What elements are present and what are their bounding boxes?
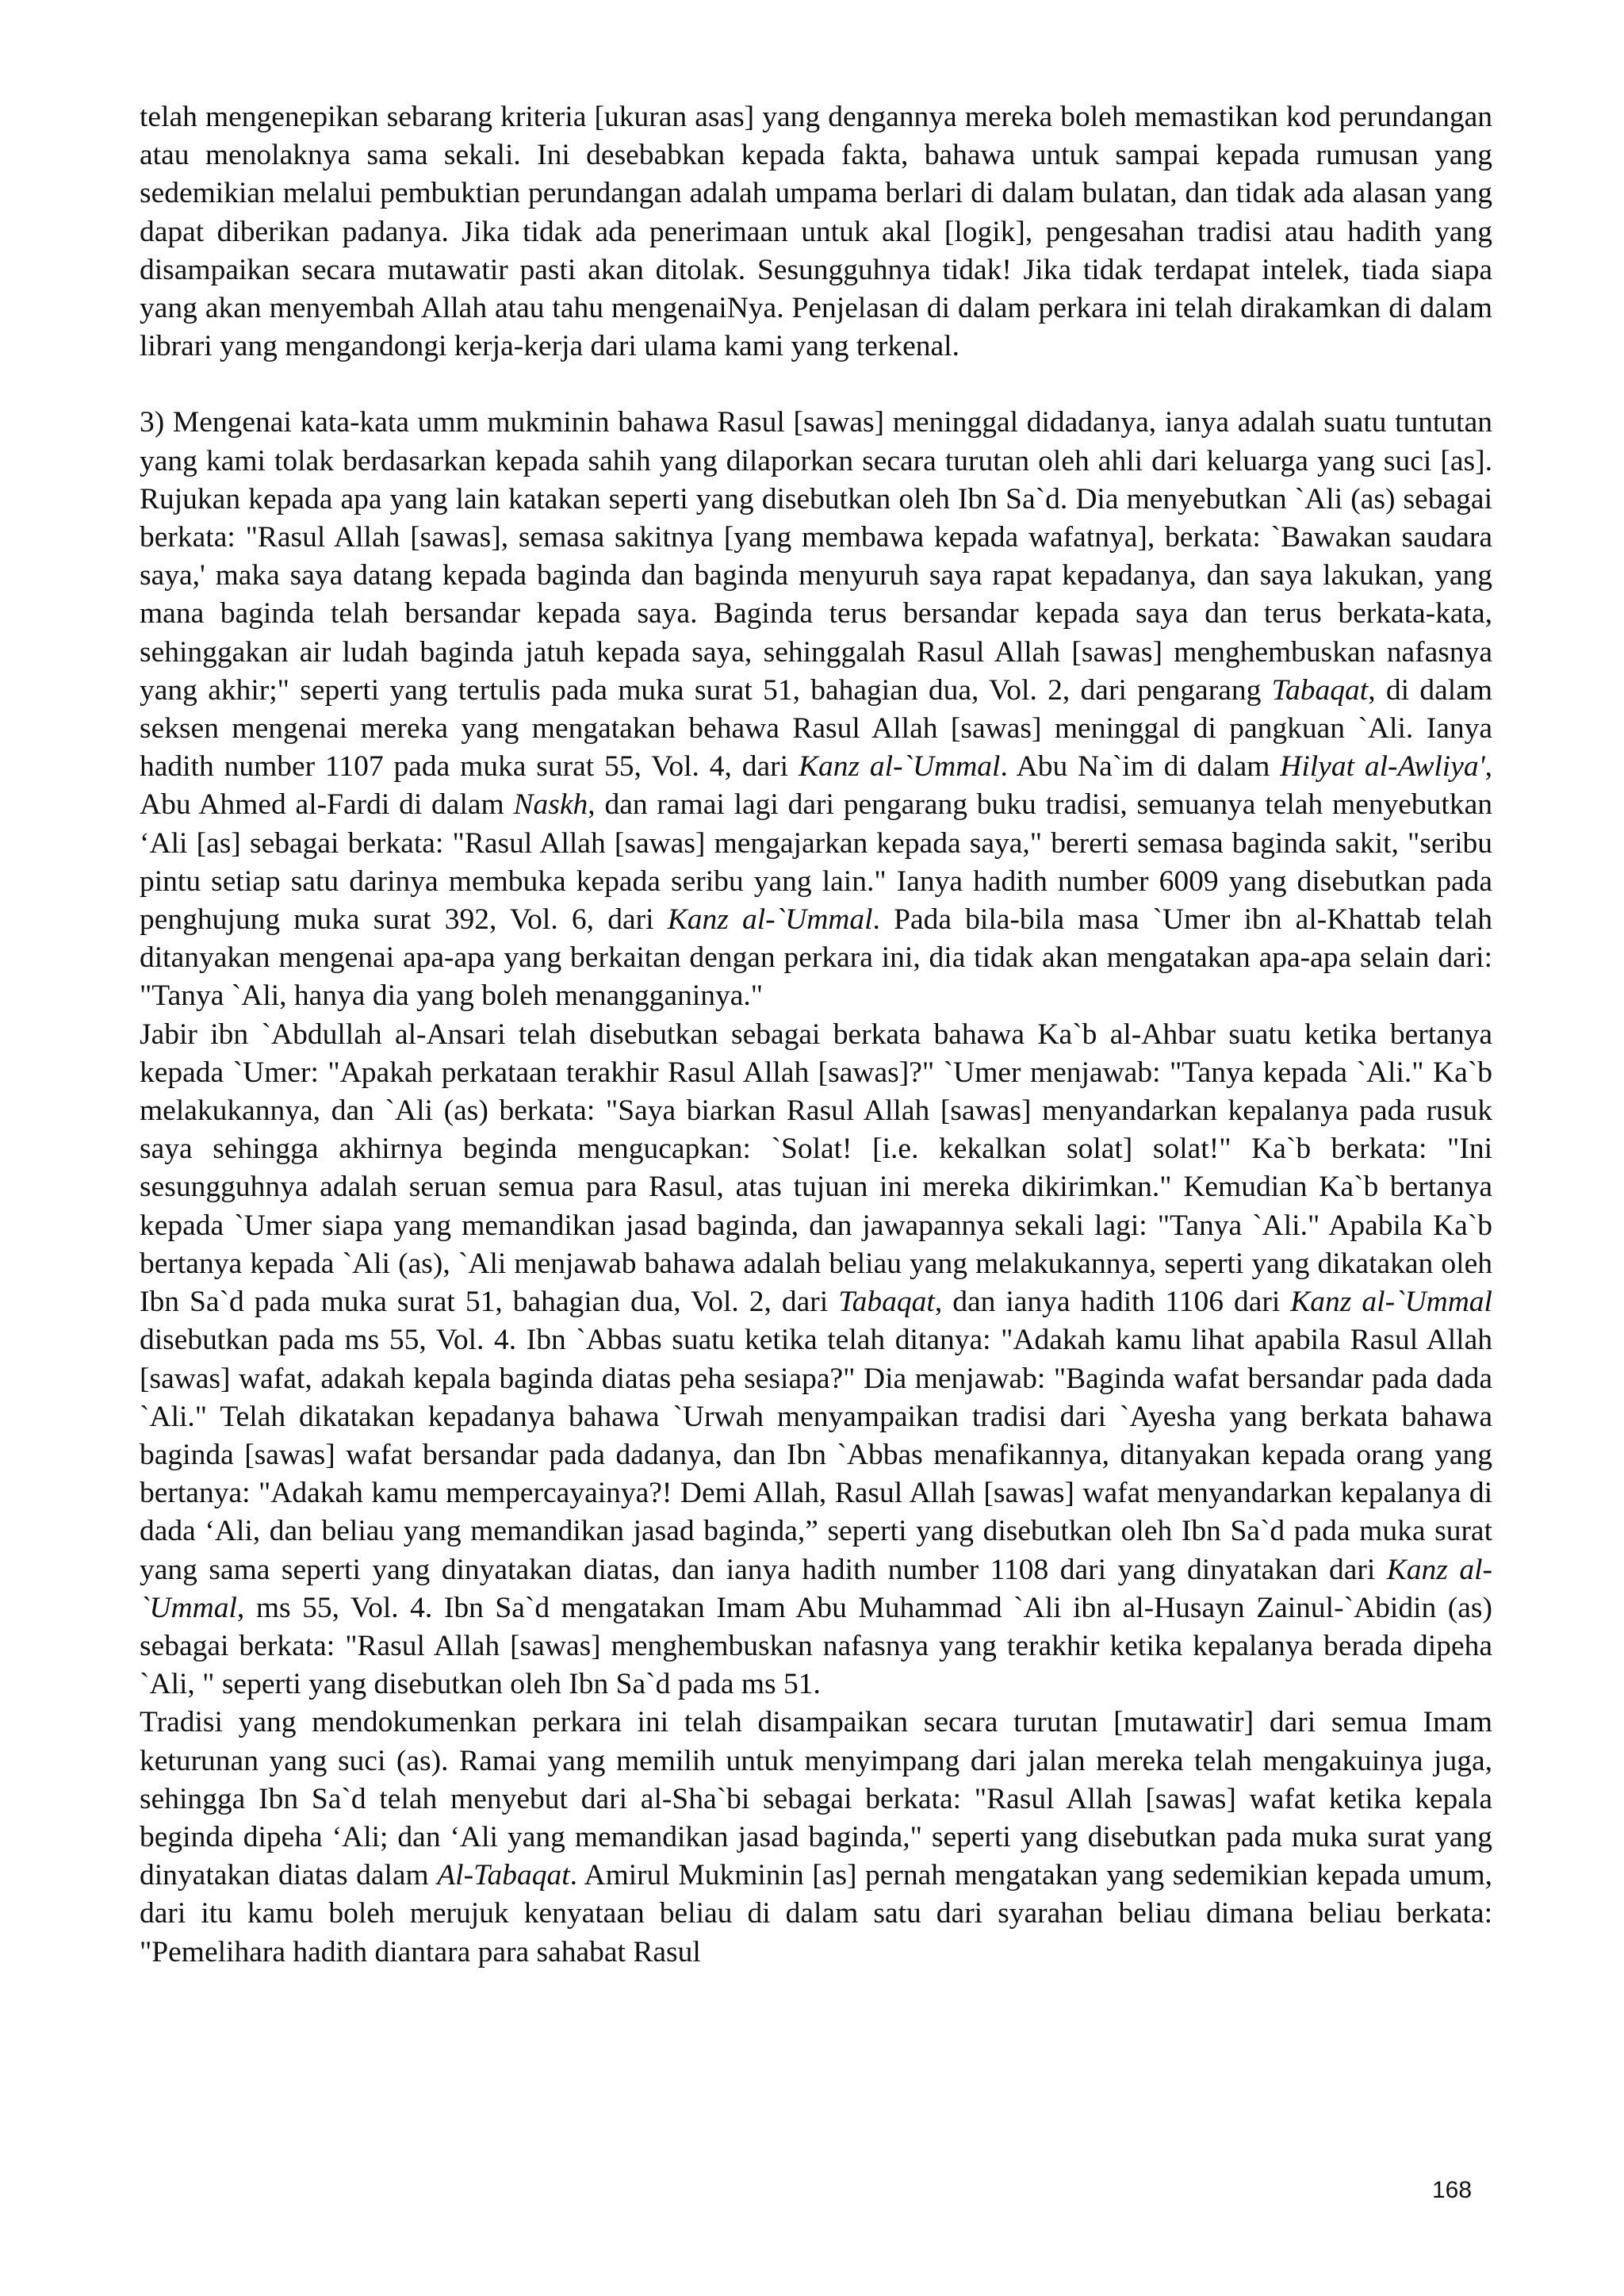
text-segment: Tradisi yang mendokumenkan perkara ini telah disampaikan secara turutan [mutawatir] dari semua Imam keturunan yang suci (as). Ramai yang memilih untuk menyimpang dari jalan mereka telah mengakuinya juga, sehingga Ibn Sa`d telah menyebut dari al-Sha`bi sebagai berkata: "Rasul Allah [sawas] wafat ketika kepala beginda dipeha ‘Ali; dan ‘Ali yang memandikan jasad baginda," seperti yang disebutkan pada muka surat yang dinyatakan diatas dalam <box>140 1706 1492 1892</box>
text-segment: Jabir ibn `Abdullah al-Ansari telah disebutkan sebagai berkata bahawa Ka`b al-Ahbar suatu ketika bertanya kepada `Umer: "Apakah perkataan terakhir Rasul Allah [sawas]?" `Umer menjawab: "Tanya kepada `Ali." Ka`b melakukannya, dan `Ali (as) berkata: "Saya biarkan Rasul Allah [sawas] menyandarkan kepalanya pada rusuk saya sehingga akhirnya beginda mengucapkan: `Solat! [i.e. kekalkan solat] solat!" Ka`b berkata: "Ini sesungguhnya adalah seruan semua para Rasul, atas tujuan ini mereka dikirimkan." Kemudian Ka`b bertanya kepada `Umer siapa yang memandikan jasad baginda, dan jawapannya sekali lagi: "Tanya `Ali." Apabila Ka`b bertanya kepada `Ali (as), `Ali menjawab bahawa adalah beliau yang melakukannya, seperti yang dikatakan oleh Ibn Sa`d pada muka surat 51, bahagian dua, Vol. 2, dari <box>140 1018 1492 1319</box>
text-segment: , di dalam seksen mengenai mereka yang mengatakan behawa Rasul Allah [sawas] meninggal di pangkuan `Ali. Ianya hadith number 1107 pada muka surat 55, Vol. 4, dari <box>140 673 1493 784</box>
paragraph-tradisi <box>140 1704 1492 1971</box>
text-segment: , Abu Ahmed al-Fardi di dalam <box>140 750 1492 822</box>
text-segment: telah mengenepikan sebarang kriteria [ukuran asas] yang dengannya mereka boleh memastikan kod perundangan atau menolaknya sama sekali. Ini desebabkan kepada fakta, bahawa untuk sampai kepada rumusan yang sedemikian melalui pembuktian perundangan adalah umpama berlari di dalam bulatan, dan tidak ada alasan yang dapat diberikan padanya. Jika tidak ada penerimaan untuk akal [logik], pengesahan tradisi atau hadith yang disampaikan secara mutawatir pasti akan ditolak. Sesungguhnya tidak! Jika tidak terdapat intelek, tiada siapa yang akan menyembah Allah atau tahu mengenaiNya. Penjelasan di dalam perkara ini telah dirakamkan di dalam librari yang mengandongi kerja-kerja dari ulama kami yang terkenal. <box>140 101 1492 363</box>
text-segment: , dan ramai lagi dari pengarang buku tradisi, semuanya telah menyebutkan ‘Ali [as] sebagai berkata: "Rasul Allah [sawas] mengajarkan kepada saya," bererti semasa baginda sakit, "seribu pintu setiap satu darinya membuka kepada seribu yang lain." Ianya hadith number 6009 yang disebutkan pada penghujung muka surat 392, Vol. 6, dari <box>140 788 1492 937</box>
paragraph-intro <box>140 98 1492 366</box>
text-segment: . Pada bila-bila masa `Umer ibn al-Khattab telah ditanyakan mengenai apa-apa yang berkaitan dengan perkara ini, dia tidak akan mengatakan apa-apa selain dari: "Tanya `Ali, hanya dia yang boleh menangganinya." <box>140 903 1492 1013</box>
text-segment: 3) Mengenai kata-kata umm mukminin bahawa Rasul [sawas] meninggal didadanya, ianya adalah suatu tuntutan yang kami tolak berdasarkan kepada sahih yang dilaporkan secara turutan oleh ahli dari keluarga yang suci [as]. Rujukan kepada apa yang lain katakan seperti yang disebutkan oleh Ibn Sa`d. Dia menyebutkan `Ali (as) sebagai berkata: "Rasul Allah [sawas], semasa sakitnya [yang membawa kepada wafatnya], berkata: `Bawakan saudara saya,' maka saya datang kepada baginda dan baginda menyuruh saya rapat kepadanya, dan saya lakukan, yang mana baginda telah bersandar kepada saya. Baginda terus bersandar kepada saya dan terus berkata-kata, sehinggakan air ludah baginda jatuh kepada saya, sehinggalah Rasul Allah [sawas] menghembuskan nafasnya yang akhir;" seperti yang tertulis pada muka surat 51, bahagian dua, Vol. 2, dari pengarang <box>140 406 1492 707</box>
italic-title-segment: Kanz al-`Ummal <box>140 1553 1493 1624</box>
text-segment: . Abu Na`im di dalam <box>1000 750 1281 784</box>
page-number: 168 <box>1432 2177 1473 2203</box>
italic-title-segment: Kanz al-`Ummal <box>798 750 1001 784</box>
paragraph-jabir <box>140 1016 1492 1704</box>
paragraph-point-3 <box>140 404 1492 1015</box>
italic-title-segment: Kanz al-`Ummal <box>1290 1286 1492 1319</box>
italic-title-segment: Naskh <box>513 788 588 822</box>
text-segment: , ms 55, Vol. 4. Ibn Sa`d mengatakan Imam Abu Muhammad `Ali ibn al-Husayn Zainul-`Abidin (as) sebagai berkata: "Rasul Allah [sawas] menghembuskan nafasnya yang terakhir ketika kepalanya berada dipeha `Ali, " seperti yang disebutkan oleh Ibn Sa`d pada ms 51. <box>140 1591 1492 1701</box>
paragraph-gap <box>140 366 1492 404</box>
text-segment: . Amirul Mukminin [as] pernah mengatakan yang sedemikian kepada umum, dari itu kamu boleh merujuk kenyataan beliau di dalam satu dari syarahan beliau dimana beliau berkata: "Pemelihara hadith diantara para sahabat Rasul <box>140 1859 1492 1968</box>
italic-title-segment: Tabaqat <box>838 1286 935 1319</box>
italic-title-segment: Tabaqat <box>1271 673 1369 707</box>
text-segment: , dan ianya hadith 1106 dari <box>934 1286 1291 1319</box>
italic-title-segment: Al-Tabaqat <box>437 1859 570 1892</box>
text-segment: disebutkan pada ms 55, Vol. 4. Ibn `Abbas suatu ketika telah ditanya: "Adakah kamu lihat apabila Rasul Allah [sawas] wafat, adakah kepala baginda diatas peha sesiapa?" Dia menjawab: "Baginda wafat bersandar pada dada `Ali." Telah dikatakan kepadanya bahawa `Urwah menyampaikan tradisi dari `Ayesha yang berkata bahawa baginda [sawas] wafat bersandar pada dadanya, dan Ibn `Abbas menafikannya, ditanyakan kepada orang yang bertanya: "Adakah kamu mempercayainya?! Demi Allah, Rasul Allah [sawas] wafat menyandarkan kepalanya di dada ‘Ali, dan beliau yang memandikan jasad baginda,” seperti yang disebutkan oleh Ibn Sa`d pada muka surat yang sama seperti yang dinyatakan diatas, dan ianya hadith number 1108 dari yang dinyatakan dari <box>140 1324 1492 1586</box>
document-body <box>140 98 1492 1972</box>
italic-title-segment: Kanz al-`Ummal <box>667 903 873 937</box>
italic-title-segment: Hilyat al-Awliya' <box>1280 750 1485 784</box>
